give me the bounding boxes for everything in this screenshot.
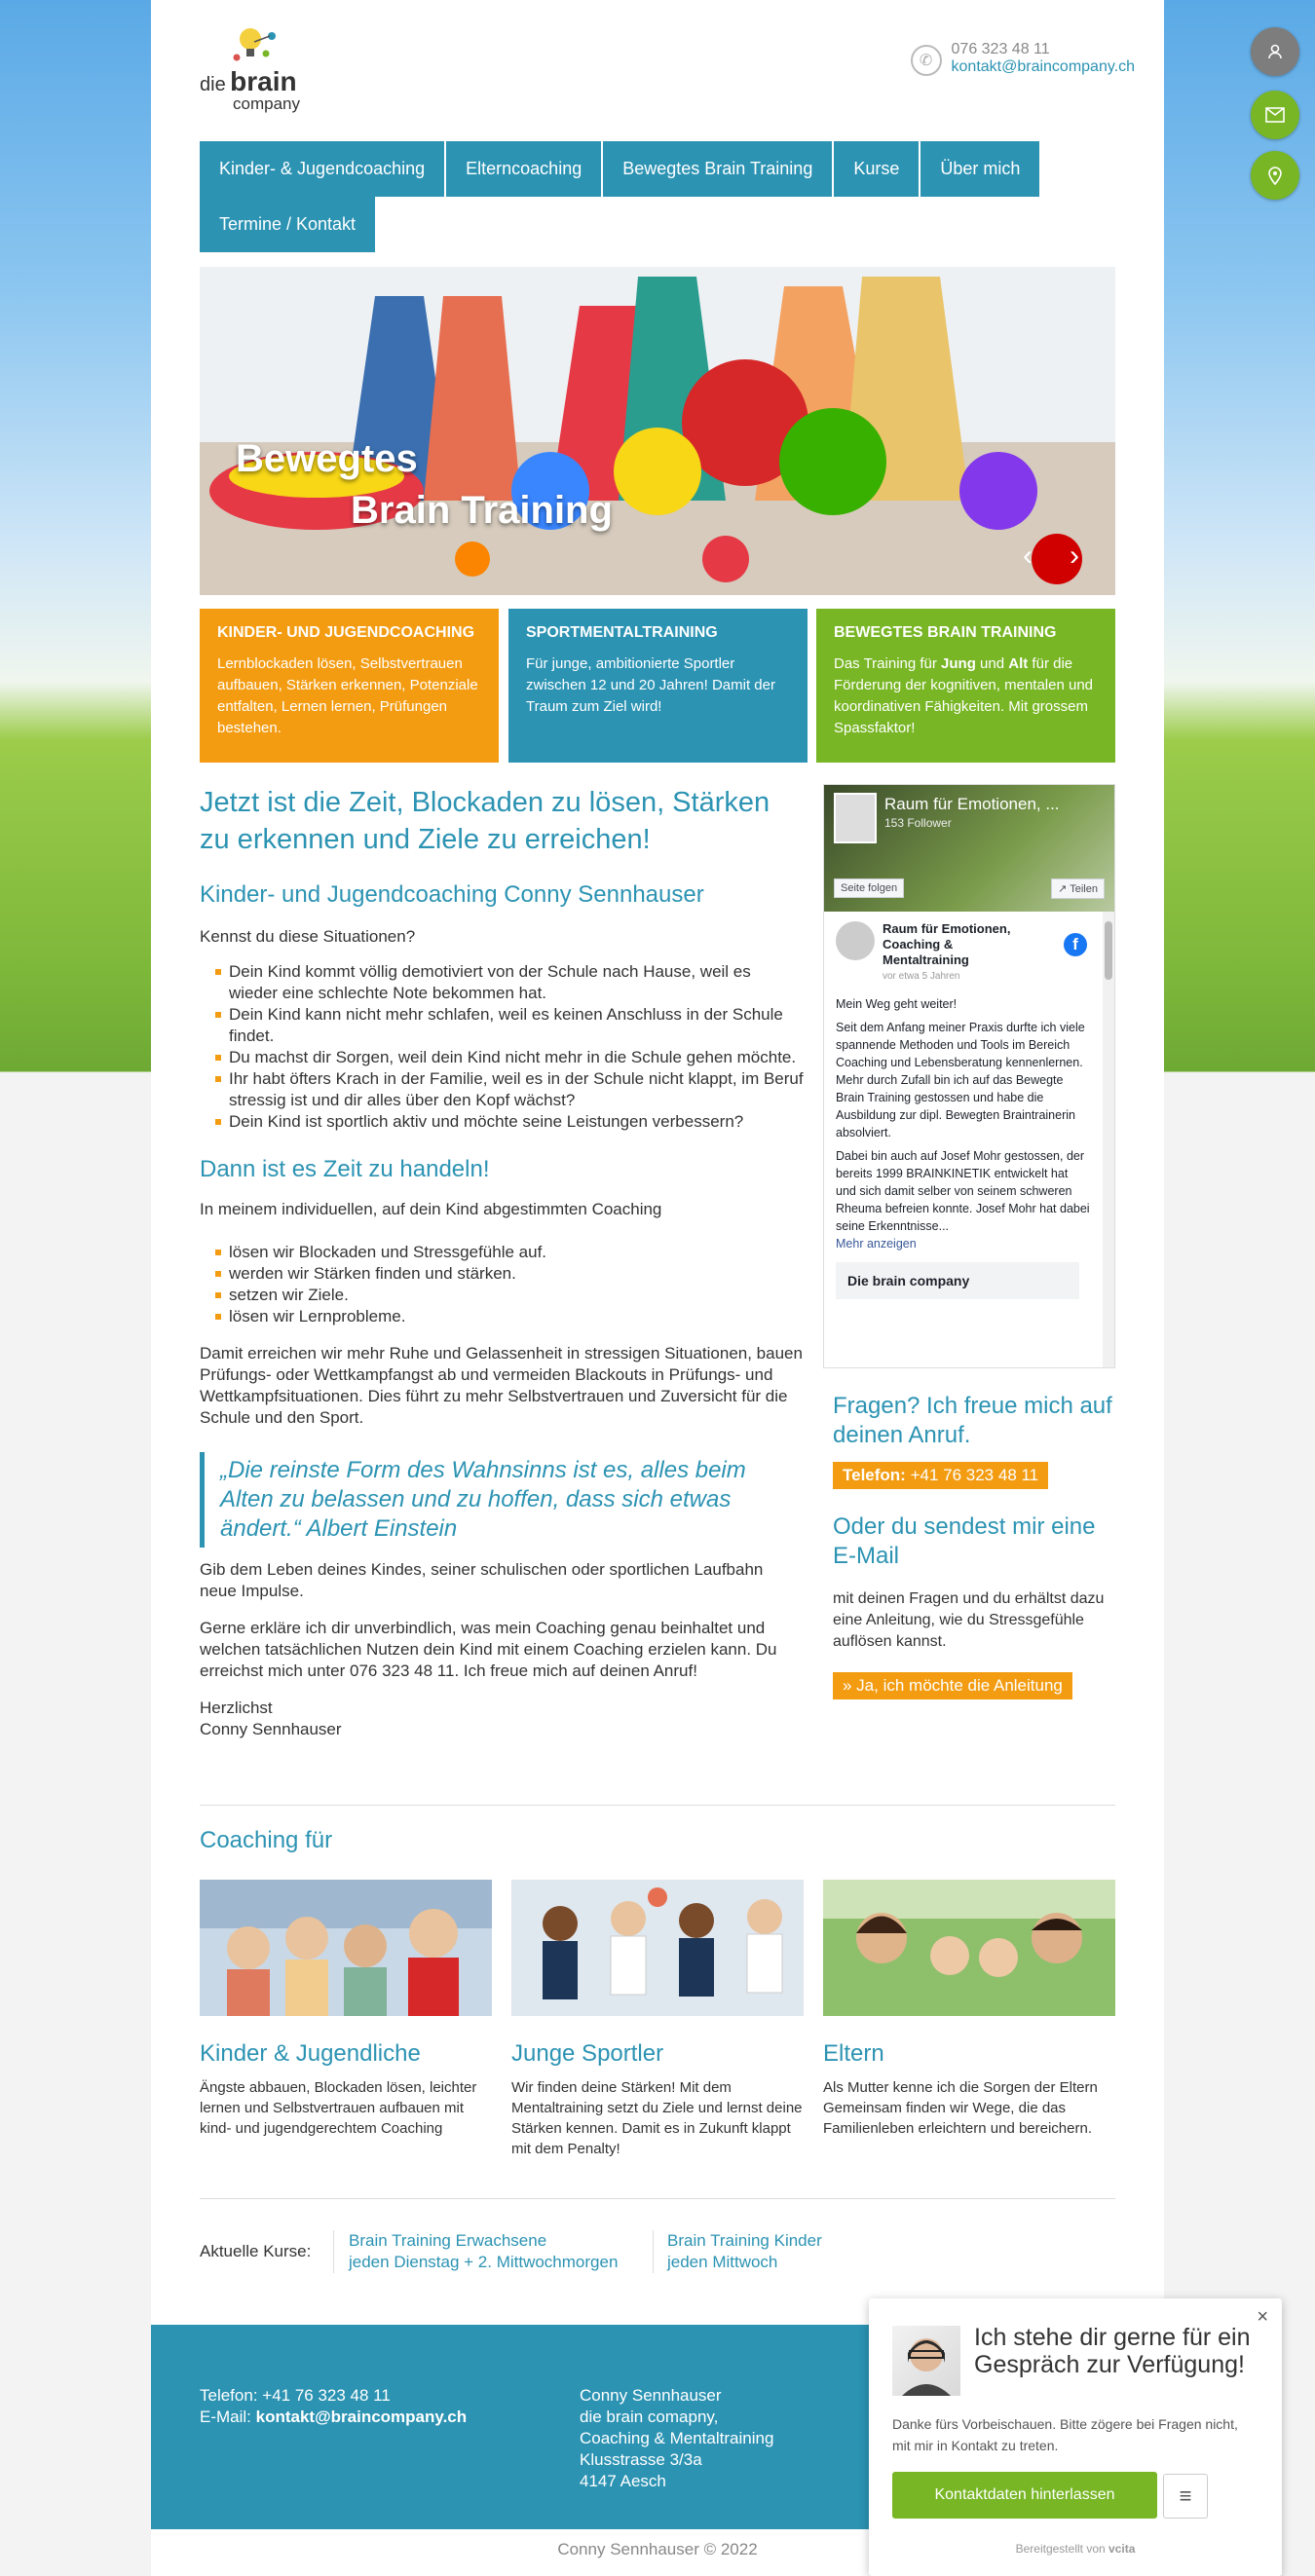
location-icon	[1267, 166, 1283, 185]
feature-boxes	[200, 609, 1115, 765]
course-erwachsene[interactable]	[349, 2230, 660, 2273]
benefits-paragraph: Damit erreichen wir mehr Ruhe und Gelassenheit in stressigen Situationen, bauen Prüfungs- oder Wettkampfangst ab und vermeiden Blackouts in Prüfungs- und Wettkampfsituationen. Dies führt zu mehr Selbstvertrauen und Zuversicht für die Schule und den Sport.	[200, 1344, 803, 1427]
box-title: BEWEGTES BRAIN TRAINING	[834, 624, 1057, 641]
post-time: vor etwa 5 Jahren	[883, 971, 960, 982]
footer-address-line: Conny Sennhauser	[580, 2386, 722, 2405]
header-contact	[919, 41, 1135, 76]
slider-next-arrow[interactable]: ›	[1070, 540, 1079, 572]
mail-heading: Oder du sendest mir eine E-Mail	[833, 1513, 1096, 1569]
nav-termine-kontakt[interactable]: Termine / Kontakt	[200, 197, 375, 252]
phone-button[interactable]	[833, 1462, 1048, 1489]
contact-popup	[869, 2298, 1282, 2576]
share-icon: ↗	[1058, 883, 1071, 895]
footer-address-line: die brain comapny,	[580, 2408, 719, 2426]
logo-die: die	[200, 74, 226, 95]
box-bewegtes-brain-training[interactable]	[816, 609, 1115, 763]
coaching-card-title[interactable]: Junge Sportler	[511, 2040, 664, 2067]
coaching-card-eltern[interactable]	[823, 1880, 1115, 2139]
post-text-1: Mein Weg geht weiter!	[836, 997, 958, 1011]
post-shared-card[interactable]	[836, 1262, 1079, 1299]
coaching-card-sportler[interactable]	[511, 1880, 804, 2159]
course-separator	[653, 2230, 654, 2273]
course-title: Brain Training Erwachsene	[349, 2231, 547, 2250]
signoff-name: Conny Sennhauser	[200, 1720, 342, 1738]
phone-label: Telefon:	[843, 1466, 906, 1484]
footer-address-line: 4147 Aesch	[580, 2472, 666, 2490]
powered-by[interactable]: Bereitgestellt von vcita	[1015, 2542, 1136, 2556]
list-item: lösen wir Lernprobleme.	[200, 1306, 804, 1327]
header-email[interactable]: kontakt@braincompany.ch	[951, 58, 1135, 75]
user-icon	[1266, 43, 1284, 60]
coaching-card-text: Wir finden deine Stärken! Mit dem Mentaltraining setzt du Ziele und lernst deine Stärken kennen. Damit es in Zukunft klappt mit dem Penalty!	[511, 2079, 803, 2157]
signoff-greeting: Herzlichst	[200, 1699, 273, 1717]
coaching-card-title[interactable]: Kinder & Jugendliche	[200, 2040, 421, 2067]
hero-image	[200, 267, 1115, 595]
facebook-follow-button[interactable]	[834, 878, 904, 898]
main-nav	[200, 141, 1057, 252]
location-button[interactable]	[1251, 151, 1299, 200]
logo-company: company	[233, 94, 300, 113]
impulse-paragraph: Gib dem Leben deines Kindes, seiner schulischen oder sportlichen Laufbahn neue Impulse.	[200, 1560, 764, 1600]
sidebar	[823, 784, 1115, 1699]
coaching-card-text: Als Mutter kenne ich die Sorgen der Eltern Gemeinsam finden wir Wege, die das Familienleben erleichtern und bereichern.	[823, 2079, 1098, 2137]
list-item: Dein Kind kann nicht mehr schlafen, weil es keinen Anschluss in der Schule findet.	[200, 1004, 804, 1047]
box-title: SPORTMENTALTRAINING	[526, 624, 718, 641]
close-icon[interactable]: ×	[1257, 2306, 1268, 2328]
einstein-quote: „Die reinste Form des Wahnsinns ist es, alles beim Alten zu belassen und zu hoffen, dass sich etwas ändert.“ Albert Einstein	[200, 1452, 804, 1548]
nav-ueber-mich[interactable]: Über mich	[920, 141, 1039, 197]
post-text-2: Seit dem Anfang meiner Praxis durfte ich viele spannende Methoden und Tools im Bereich Coaching und Lebensberatung kennenlernen. Mehr durch Zufall bin ich auf das Bewegte Brain Training gestossen und habe die Ausbildung zur dipl. Bewegten Braintrainerin absolviert.	[836, 1021, 1085, 1139]
list-item: lösen wir Blockaden und Stressgefühle auf.	[200, 1242, 804, 1263]
course-time: jeden Mittwoch	[667, 2253, 778, 2271]
call-heading: Fragen? Ich freue mich auf deinen Anruf.	[833, 1393, 1112, 1448]
nav-kurse[interactable]: Kurse	[834, 141, 919, 197]
copyright: Conny Sennhauser © 2022	[557, 2540, 758, 2558]
list-item: Du machst dir Sorgen, weil dein Kind nicht mehr in die Schule gehen möchte.	[200, 1047, 804, 1068]
list-item: werden wir Stärken finden und stärken.	[200, 1263, 804, 1285]
hero-slider[interactable]	[200, 267, 1115, 595]
course-separator	[333, 2230, 334, 2273]
coaching-card-kinder[interactable]	[200, 1880, 492, 2139]
post-avatar	[836, 921, 875, 960]
post-text-3: Dabei bin auch auf Josef Mohr gestossen, der bereits 1999 BRAINKINETIK entwickelt hat und sich damit selber von seinem schweren Rheuma befreien konnte. Josef Mohr hat dabei seine Erkenntnisse...	[836, 1149, 1090, 1233]
main-subheading: Kinder- und Jugendcoaching Conny Sennhauser	[200, 881, 704, 908]
course-title: Brain Training Kinder	[667, 2231, 822, 2250]
post-meta	[883, 921, 1029, 986]
facebook-share-label: Teilen	[1070, 883, 1098, 895]
nav-bewegtes-brain-training[interactable]: Bewegtes Brain Training	[603, 141, 832, 197]
page-container	[151, 0, 1164, 2576]
nav-elterncoaching[interactable]: Elterncoaching	[446, 141, 601, 197]
facebook-page-name[interactable]: Raum für Emotionen, ...	[884, 795, 1060, 813]
hero-title-line1: Bewegtes	[236, 437, 418, 480]
contact-paragraph: Gerne erkläre ich dir unverbindlich, was mein Coaching genau beinhaltet und welchen tatsächlichen Nutzen dein Kind mit einem Coaching erzielen kann. Du erreichst mich unter 076 323 48 11. Ich freue mich auf deinen Anruf!	[200, 1619, 777, 1680]
popup-text: Danke fürs Vorbeischauen. Bitte zögere bei Fragen nicht, mit mir in Kontakt zu treten.	[892, 2416, 1238, 2453]
footer-contact	[200, 2385, 467, 2428]
phone-icon: ✆	[911, 45, 942, 76]
action-intro: In meinem individuellen, auf dein Kind abgestimmten Coaching	[200, 1200, 662, 1218]
box-kinder-jugendcoaching[interactable]	[200, 609, 499, 763]
logo-brain: brain	[230, 66, 297, 96]
divider	[200, 2198, 1115, 2199]
post-header	[836, 921, 1103, 986]
mail-button[interactable]	[1251, 91, 1299, 139]
actions-list	[200, 1242, 804, 1327]
courses-label: Aktuelle Kurse:	[200, 2242, 312, 2260]
slider-prev-arrow[interactable]: ‹	[1023, 540, 1033, 572]
mail-text: mit deinen Fragen und du erhältst dazu eine Anleitung, wie du Stressgefühle auflösen kannst.	[833, 1590, 1105, 1650]
hero-title-line2: Brain Training	[351, 489, 613, 532]
divider	[200, 1805, 1115, 1806]
person-photo	[892, 2326, 960, 2396]
leave-contact-button[interactable]: Kontaktdaten hinterlassen	[892, 2472, 1157, 2519]
footer-phone[interactable]: Telefon: +41 76 323 48 11	[200, 2386, 391, 2405]
box-text: Lernblockaden lösen, Selbstvertrauen aufbauen, Stärken erkennen, Potenziale entfalten, Lernen lernen, Prüfungen bestehen.	[217, 655, 478, 736]
list-item: Dein Kind ist sportlich aktiv und möchte seine Leistungen verbessern?	[200, 1111, 804, 1133]
box-text: Für junge, ambitionierte Sportler zwischen 12 und 20 Jahren! Damit der Traum zum Ziel wird!	[526, 655, 775, 715]
header-phone[interactable]: 076 323 48 11	[951, 41, 1050, 57]
coaching-card-title[interactable]: Eltern	[823, 2040, 884, 2067]
facebook-icon: f	[1064, 933, 1087, 956]
course-kinder[interactable]	[667, 2230, 882, 2273]
facebook-cover	[824, 785, 1114, 912]
scrollbar-thumb[interactable]	[1105, 921, 1112, 980]
facebook-widget[interactable]	[823, 784, 1115, 1368]
facebook-share-button[interactable]	[1051, 878, 1105, 899]
facebook-avatar	[834, 793, 877, 843]
popup-title: Ich stehe dir gerne für ein Gespräch zur Verfügung!	[974, 2324, 1251, 2378]
kids-photo	[200, 1880, 492, 2016]
popup-avatar	[892, 2326, 960, 2396]
main-heading: Jetzt ist die Zeit, Blockaden zu lösen, Stärken zu erkennen und Ziele zu erreichen!	[200, 787, 770, 855]
footer-address-line: Klusstrasse 3/3a	[580, 2450, 702, 2469]
footer-address-line: Coaching & Mentaltraining	[580, 2429, 774, 2447]
logo[interactable]	[200, 24, 317, 112]
list-item: Ihr habt öfters Krach in der Familie, weil es in der Schule nicht klappt, im Beruf stressig ist und dir alles über den Kopf wächst?	[200, 1068, 804, 1111]
facebook-scrollbar[interactable]	[1103, 912, 1114, 1368]
mail-icon	[1265, 107, 1285, 123]
sports-photo	[511, 1880, 804, 2016]
logo-text	[200, 68, 300, 113]
course-time: jeden Dienstag + 2. Mittwochmorgen	[349, 2253, 619, 2271]
phone-value: +41 76 323 48 11	[905, 1466, 1039, 1484]
list-item: Dein Kind kommt völlig demotiviert von der Schule nach Hause, weil es wieder eine schlechte Note bekommen hat.	[200, 961, 804, 1004]
situations-question: Kennst du diese Situationen?	[200, 927, 416, 946]
post-author[interactable]: Raum für Emotionen, Coaching & Mentaltraining	[883, 921, 1011, 967]
coaching-title: Coaching für	[200, 1827, 333, 1853]
footer-address	[580, 2385, 773, 2492]
situations-list	[200, 961, 804, 1133]
menu-icon[interactable]: ≡	[1163, 2474, 1208, 2519]
post-shared-title: Die brain company	[847, 1273, 970, 1288]
box-text: Das Training für Jung und Alt für die Förderung der kognitiven, mentalen und koordinativen Fähigkeiten. Mit grossem Spassfaktor!	[834, 655, 1094, 736]
box-title: KINDER- UND JUGENDCOACHING	[217, 624, 475, 641]
user-button[interactable]	[1251, 27, 1299, 76]
coaching-card-text: Ängste abbauen, Blockaden lösen, leichter lernen und Selbstvertrauen aufbauen mit kind- und jugendgerechtem Coaching	[200, 2079, 477, 2137]
family-photo	[823, 1880, 1115, 2016]
nav-kinder-jugendcoaching[interactable]: Kinder- & Jugendcoaching	[200, 141, 444, 197]
facebook-followers: 153 Follower	[884, 816, 952, 830]
facebook-post	[824, 912, 1114, 1309]
facebook-follow-label: Seite folgen	[841, 882, 898, 894]
footer-email[interactable]: E-Mail: kontakt@braincompany.ch	[200, 2408, 468, 2426]
main-content	[200, 784, 804, 1740]
box-sportmentaltraining[interactable]	[508, 609, 808, 763]
action-heading: Dann ist es Zeit zu handeln!	[200, 1156, 490, 1182]
list-item: setzen wir Ziele.	[200, 1285, 804, 1306]
guide-button[interactable]: » Ja, ich möchte die Anleitung	[833, 1672, 1072, 1699]
post-more-link[interactable]: Mehr anzeigen	[836, 1237, 917, 1251]
